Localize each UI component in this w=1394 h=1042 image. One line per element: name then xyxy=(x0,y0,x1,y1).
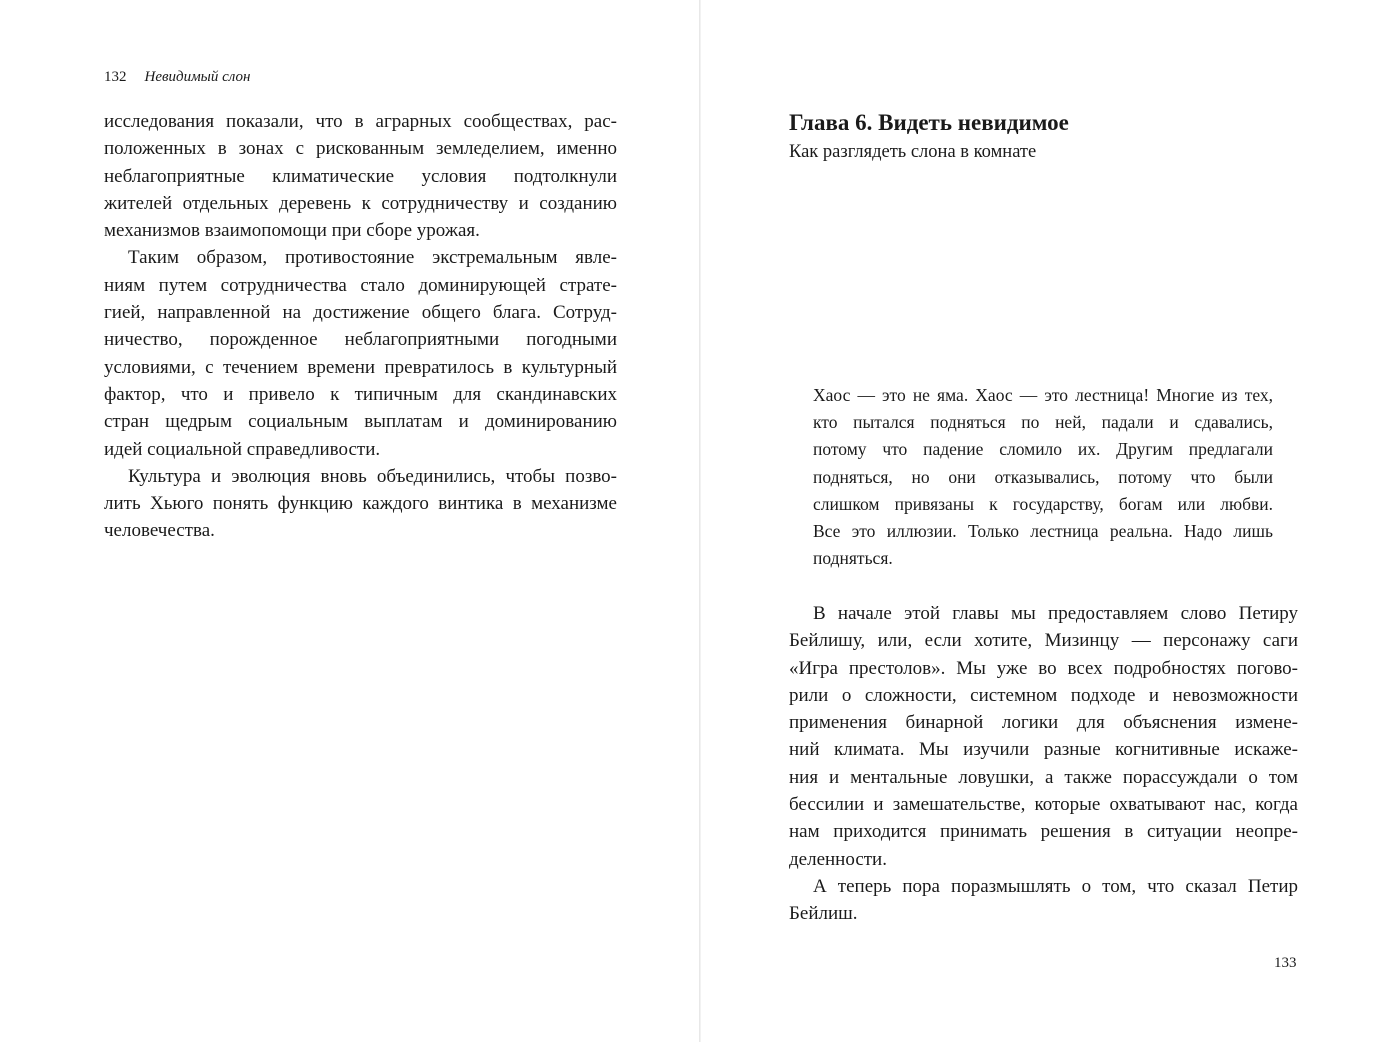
text-line: потому что падение сломило их. Другим предлагали xyxy=(813,439,1273,460)
text-line: кто пытался подняться по ней, падали и сдавались, xyxy=(813,412,1273,433)
text-line: неблагоприятные климатические условия подтолкнули xyxy=(104,165,617,187)
text-line: Бейлишу, или, если хотите, Мизинцу — персонажу саги xyxy=(789,630,1298,652)
text-line: рили о сложности, системном подходе и невозможности xyxy=(789,684,1298,706)
text-line: ния и ментальные ловушки, а также порассуждали о том xyxy=(789,766,1298,788)
paragraph xyxy=(789,600,1298,873)
paragraph xyxy=(789,873,1298,928)
text-line: подняться. xyxy=(813,548,893,569)
text-line: человечества. xyxy=(104,520,215,542)
running-title: Невидимый слон xyxy=(144,69,251,85)
text-line: Хаос — это не яма. Хаос — это лестница! Многие из тех, xyxy=(813,385,1273,405)
text-line: подняться, но они отказывались, потому что были xyxy=(813,466,1273,487)
running-header xyxy=(104,69,250,86)
text-line: ниям путем сотрудничества стало доминирующей страте- xyxy=(104,274,617,296)
text-line: положенных в зонах с рискованным земледелием, именно xyxy=(104,138,617,160)
chapter-subtitle: Как разглядеть слона в комнате xyxy=(789,142,1037,162)
text-line: «Игра престолов». Мы уже во всех подробностях погово- xyxy=(789,657,1298,679)
paragraph xyxy=(104,244,617,462)
chapter-title: Глава 6. Видеть невидимое xyxy=(789,110,1069,135)
text-line: ний климата. Мы изучили разные когнитивные искаже- xyxy=(789,739,1298,761)
text-line: жителей отдельных деревень к сотрудничеству и созданию xyxy=(104,192,617,214)
epigraph xyxy=(813,382,1273,572)
paragraph xyxy=(104,108,617,244)
text-line: слишком привязаны к государству, богам или любви. xyxy=(813,493,1273,514)
book-spine xyxy=(699,0,701,1042)
text-line: Таким образом, противостояние экстремальным явле- xyxy=(128,247,617,269)
text-line: исследования показали, что в аграрных сообществах, рас- xyxy=(104,111,617,132)
paragraph xyxy=(104,463,617,545)
text-line: А теперь пора поразмышлять о том, что сказал Петир xyxy=(813,875,1298,897)
text-line: ничество, порожденное неблагоприятными погодными xyxy=(104,329,617,351)
text-line: гией, направленной на достижение общего блага. Сотруд- xyxy=(104,302,617,324)
text-line: В начале этой главы мы предоставляем слово Петиру xyxy=(813,603,1298,624)
text-line: применения бинарной логики для объяснения измене- xyxy=(789,712,1298,734)
paragraph xyxy=(813,382,1273,572)
text-line: условиями, с течением времени превратилось в культурный xyxy=(104,356,617,378)
right-page-text xyxy=(789,600,1298,928)
text-line: фактор, что и привело к типичным для скандинавских xyxy=(104,383,617,405)
text-line: деленности. xyxy=(789,848,887,870)
page-number-right: 133 xyxy=(1274,955,1297,971)
page-number-left: 132 xyxy=(104,69,127,85)
text-line: Культура и эволюция вновь объединились, чтобы позво- xyxy=(128,465,617,487)
text-line: механизмов взаимопомощи при сборе урожая. xyxy=(104,220,480,242)
text-line: Бейлиш. xyxy=(789,903,858,925)
text-line: идей социальной справедливости. xyxy=(104,438,381,460)
text-line: Все это иллюзии. Только лестница реальна. Надо лишь xyxy=(813,520,1273,541)
left-page-text xyxy=(104,108,617,545)
text-line: стран щедрым социальным выплатам и доминированию xyxy=(104,411,617,433)
text-line: бессилии и замешательстве, которые охватывают нас, когда xyxy=(789,794,1298,816)
text-line: лить Хьюго понять функцию каждого винтика в механизме xyxy=(104,493,617,515)
text-line: нам приходится принимать решения в ситуации неопре- xyxy=(789,821,1298,843)
